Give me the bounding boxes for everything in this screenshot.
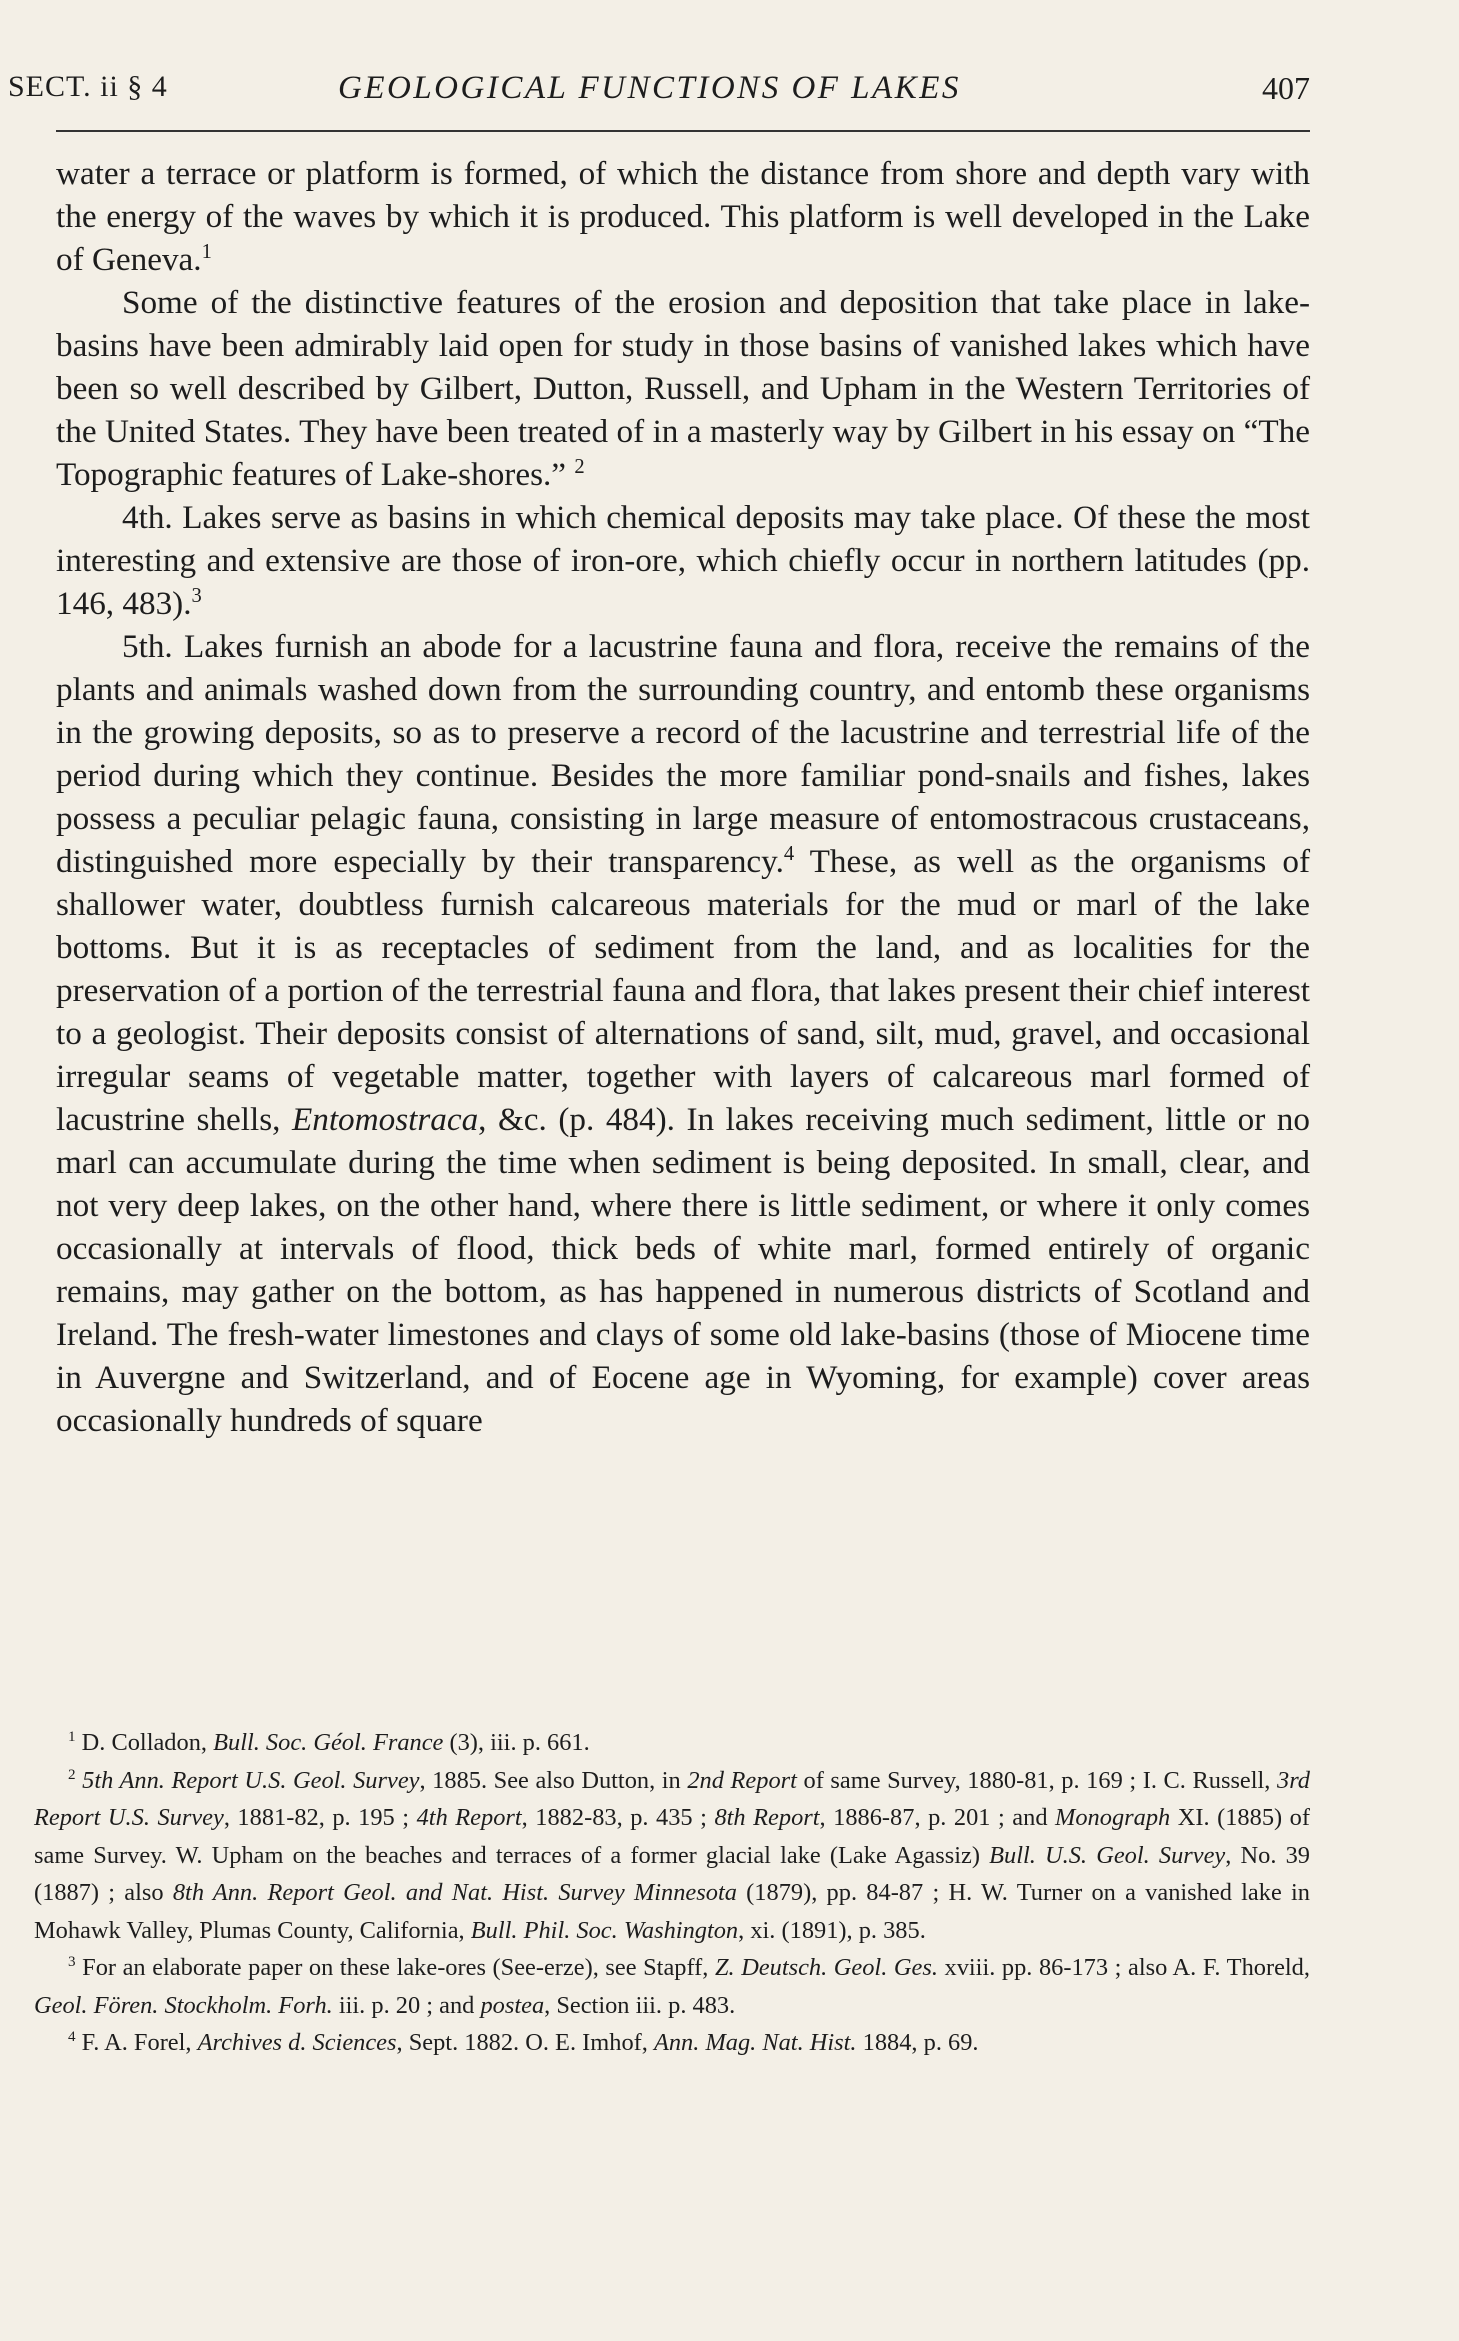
footnote-ref-2: 2 xyxy=(574,455,585,478)
footnote-ref-1: 1 xyxy=(201,240,212,263)
footnotes xyxy=(34,1724,1310,2062)
main-text xyxy=(56,152,1310,1442)
running-header xyxy=(8,70,1310,120)
paragraph-1: water a terrace or platform is formed, of which the distance from shore and depth vary with the energy of the waves by which it is produced. This platform is well developed in the Lake of Geneva.$^1$ xyxy=(56,155,1310,278)
paragraph-3: 4th. Lakes serve as basins in which chemical deposits may take place. Of these the most interesting and extensive are those of iron-ore, which chiefly occur in northern latitudes (pp. 146, 483).$^3$ xyxy=(56,499,1310,622)
section-reference: SECT. ii § 4 xyxy=(8,70,168,103)
footnote-3: $^3$ For an elaborate paper on these lake-ores (See-erze), see Stapff, Z. Deutsch. Geol. Ges. xviii. pp. 86-173 ; also A. F. Thoreld, Geol. Fören. Stockholm. Forh. iii. p. 20 ; and postea, Section iii. p. 483. xyxy=(34,1953,1310,2019)
footnote-ref-3: 3 xyxy=(191,584,202,607)
footnote-1: $^1$ D. Colladon, Bull. Soc. Géol. France (3), iii. p. 661. xyxy=(68,1728,590,1756)
footnote-4: $^4$ F. A. Forel, Archives d. Sciences, Sept. 1882. O. E. Imhof, Ann. Mag. Nat. Hist. 1884, p. 69. xyxy=(68,2028,979,2056)
footnote-2: $^2$ 5th Ann. Report U.S. Geol. Survey, 1885. See also Dutton, in 2nd Report of same Survey, 1880-81, p. 169 ; I. C. Russell, 3rd Report U.S. Survey, 1881-82, p. 195 ; 4th Report, 1882-83, p. 435 ; 8th Report, 1886-87, p. 201 ; and Monograph XI. (1885) of same Survey. W. Upham on the beaches and terraces of a former glacial lake (Lake Agassiz) Bull. U.S. Geol. Survey, No. 39 (1887) ; also 8th Ann. Report Geol. and Nat. Hist. Survey Minnesota (1879), pp. 84-87 ; H. W. Turner on a vanished lake in Mohawk Valley, Plumas County, California, Bull. Phil. Soc. Washington, xi. (1891), p. 385. xyxy=(34,1766,1310,1944)
footnote-ref-4: 4 xyxy=(783,842,795,865)
paragraph-2: Some of the distinctive features of the erosion and deposition that take place in lake-basins have been admirably laid open for study in those basins of vanished lakes which have been so well described by Gilbert, Dutton, Russell, and Upham in the Western Territories of the United States. They have been treated of in a masterly way by Gilbert in his essay on “The Topographic features of Lake-shores.” $^2$ xyxy=(56,284,1310,493)
running-title: GEOLOGICAL FUNCTIONS OF LAKES xyxy=(338,70,961,106)
paragraph-4: 5th. Lakes furnish an abode for a lacustrine fauna and flora, receive the remains of the plants and animals washed down from the surrounding country, and entomb these organisms in the growing deposits, so as to preserve a record of the lacustrine and terrestrial life of the period during which they continue. Besides the more familiar pond-snails and fishes, lakes possess a peculiar pelagic fauna, consisting in large measure of entomostracous crustaceans, distinguished more especially by their transparency.$^4$ These, as well as the organisms of shallower water, doubtless furnish calcareous materials for the mud or marl of the lake bottoms. But it is as receptacles of sediment from the land, and as localities for the preservation of a portion of the terrestrial fauna and flora, that lakes present their chief interest to a geologist. Their deposits consist of alternations of sand, silt, mud, gravel, and occasional irregular seams of vegetable matter, together with layers of calcareous marl formed of lacustrine shells, Entomostraca, &c. (p. 484). In lakes receiving much sediment, little or no marl can accumulate during the time when sediment is being deposited. In small, clear, and not very deep lakes, on the other hand, where there is little sediment, or where it only comes occasionally at intervals of flood, thick beds of white marl, formed entirely of organic remains, may gather on the bottom, as has happened in numerous districts of Scotland and Ireland. The fresh-water limestones and clays of some old lake-basins (those of Miocene time in Auvergne and Switzerland, and of Eocene age in Wyoming, for example) cover areas occasionally hundreds of square xyxy=(56,628,1310,1439)
header-rule xyxy=(56,130,1310,132)
page-number: 407 xyxy=(1262,70,1310,106)
